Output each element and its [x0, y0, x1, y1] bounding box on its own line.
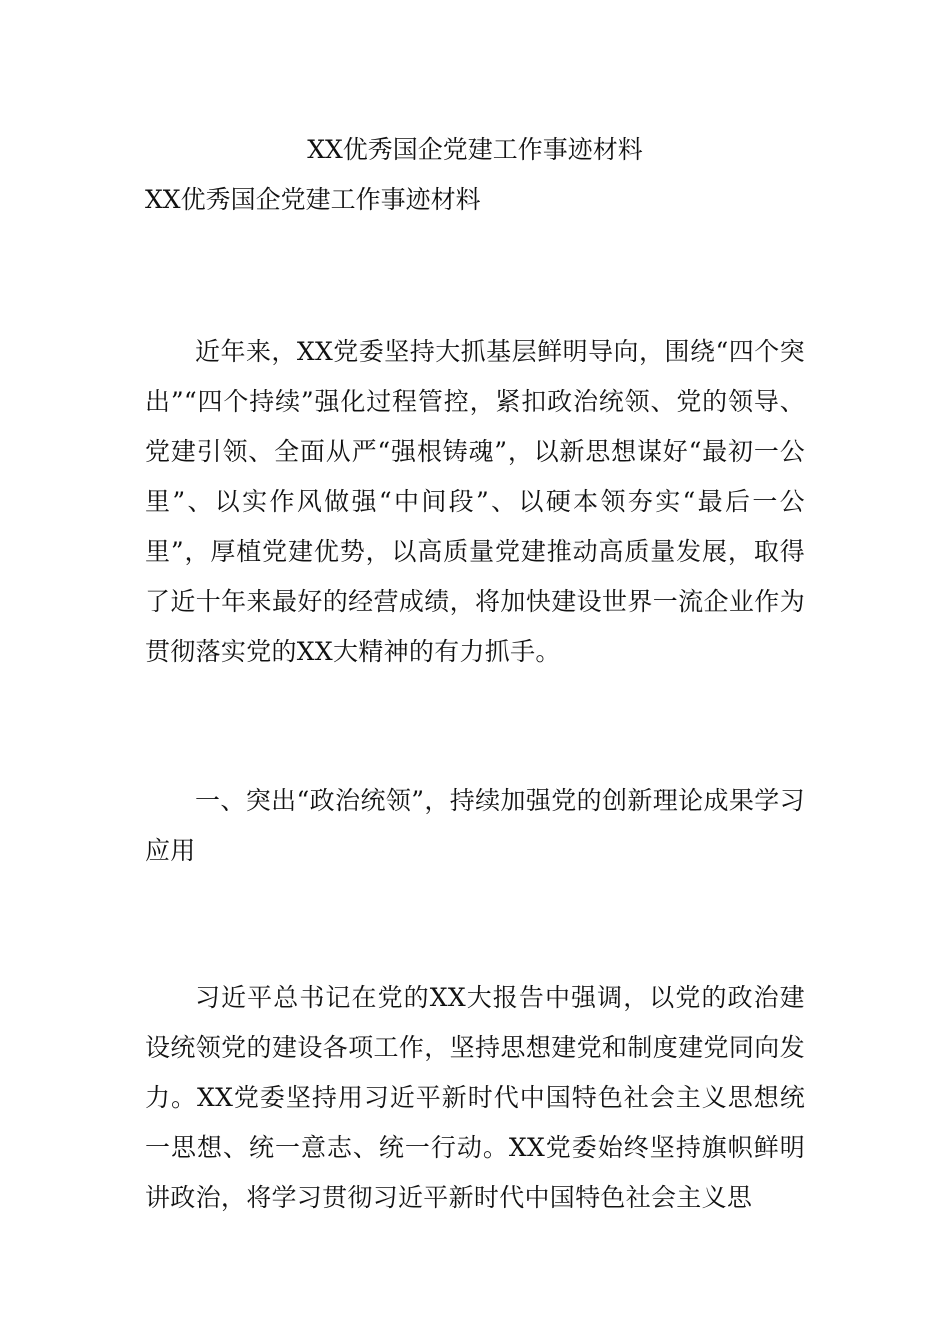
document-title: XX优秀国企党建工作事迹材料 [307, 135, 643, 164]
section-1-paragraph: 习近平总书记在党的XX大报告中强调，以党的政治建设统领党的建设各项工作，坚持思想建党和制度建党同向发力。XX党委坚持用习近平新时代中国特色社会主义思想统一思想、统一意志、统一行动。XX党委始终坚持旗帜鲜明讲政治，将学习贯彻习近平新时代中国特色社会主义思 [145, 983, 805, 1212]
intro-paragraph: 近年来，XX党委坚持大抓基层鲜明导向，围绕“四个突出”“四个持续”强化过程管控，紧扣政治统领、党的领导、党建引领、全面从严“强根铸魂”，以新思想谋好“最初一公里”、以实作风做强“中间段”、以硬本领夯实“最后一公里”，厚植党建优势，以高质量党建推动高质量发展，取得了近十年来最好的经营成绩，将加快建设世界一流企业作为贯彻落实党的XX大精神的有力抓手。 [145, 337, 805, 666]
document-subtitle: XX优秀国企党建工作事迹材料 [145, 185, 481, 214]
section-heading-1: 一、突出“政治统领”，持续加强党的创新理论成果学习应用 [145, 786, 805, 865]
